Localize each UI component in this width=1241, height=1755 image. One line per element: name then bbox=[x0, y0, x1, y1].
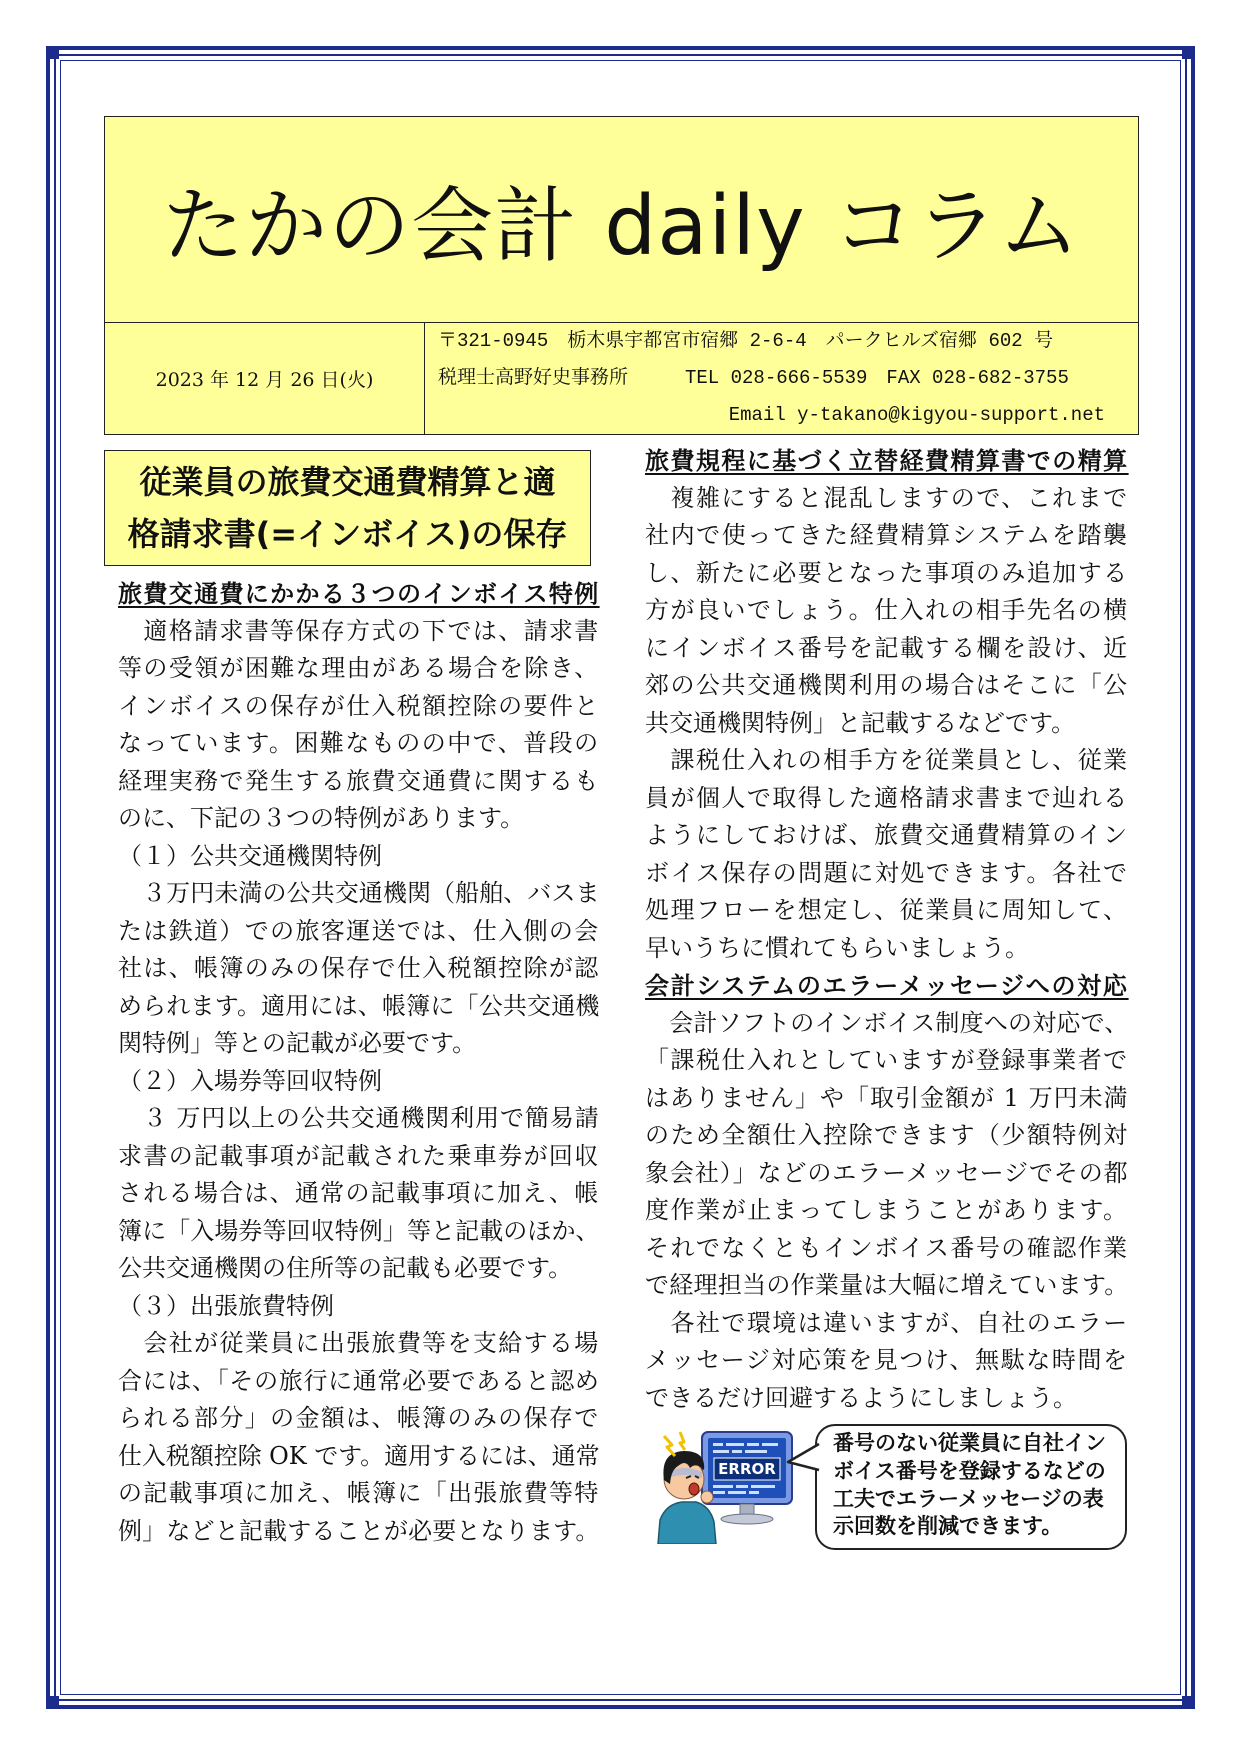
section-heading: 旅費規程に基づく立替経費精算書での精算 bbox=[645, 446, 1129, 475]
bubble-text-line: 番号のない従業員に自社イン bbox=[833, 1431, 1106, 1455]
body-line: られる部分」の金額は、帳簿のみの保存で bbox=[118, 1404, 600, 1432]
body-line: し、新たに必要となった事項のみ追加する bbox=[645, 558, 1129, 587]
body-line: はありません」や「取引金額が 1 万円未満 bbox=[645, 1083, 1129, 1112]
body-line: のに、下記の３つの特例があります。 bbox=[118, 804, 525, 832]
body-line: で経理担当の作業量は大幅に増えています。 bbox=[645, 1271, 1129, 1299]
shock-mark-icon bbox=[664, 1436, 675, 1456]
body-line: ようにしておけば、旅費交通費精算のイン bbox=[645, 821, 1129, 849]
frame-corner bbox=[1182, 1696, 1191, 1705]
frame-corner bbox=[50, 50, 59, 59]
body-line: のため全額仕入控除できます（少額特例対 bbox=[645, 1121, 1129, 1149]
body-line: 早いうちに慣れてもらいましょう。 bbox=[645, 933, 1029, 962]
bubble-text-line: 工夫でエラーメッセージの表 bbox=[833, 1486, 1104, 1511]
error-text: ERROR bbox=[718, 1460, 776, 1478]
issue-date: 2023 年 12 月 26 日(火) bbox=[105, 323, 425, 434]
body-line: ３ 万円以上の公共交通機関利用で簡易請 bbox=[118, 1104, 600, 1132]
body-line: 度作業が止まってしまうことがあります。 bbox=[645, 1196, 1129, 1224]
body-line: 課税仕入れの相手方を従業員とし、従業 bbox=[645, 746, 1129, 774]
office-address: 〒321-0945 栃木県宇都宮市宿郷 2-6-4 パークヒルズ宿郷 602 号 bbox=[438, 330, 1054, 352]
bubble-text-line: 示回数を削減できます。 bbox=[833, 1514, 1063, 1539]
subsection-heading: （２）入場券等回収特例 bbox=[118, 1066, 382, 1095]
frame-corner bbox=[50, 1696, 59, 1705]
body-line: 各社で環境は違いますが、自社のエラー bbox=[645, 1308, 1129, 1337]
body-line: 員が個人で取得した適格請求書まで辿れる bbox=[645, 783, 1129, 812]
body-line: 象会社）」などのエラーメッセージでその都 bbox=[645, 1158, 1129, 1187]
body-line: 社内で使ってきた経費精算システムを踏襲 bbox=[645, 521, 1129, 549]
subsection-heading: （３）出張旅費特例 bbox=[118, 1291, 334, 1320]
body-line: にインボイス番号を記載する欄を設け、近 bbox=[645, 633, 1129, 662]
body-line: 郊の公共交通機関利用の場合はそこに「公 bbox=[645, 671, 1129, 699]
subsection-heading: （１）公共交通機関特例 bbox=[118, 841, 382, 870]
raised-hand bbox=[701, 1491, 713, 1503]
open-mouth bbox=[689, 1483, 699, 1495]
body-line: 関特例」等との記載が必要です。 bbox=[118, 1029, 477, 1057]
body-line: される場合は、通常の記載事項に加え、帳 bbox=[118, 1179, 600, 1207]
shirt bbox=[658, 1502, 716, 1544]
body-line: 求書の記載事項が記載された乗車券が回収 bbox=[118, 1141, 600, 1170]
left-column bbox=[118, 575, 600, 1550]
body-line: ３万円未満の公共交通機関（船舶、バスま bbox=[118, 879, 600, 907]
frame-corner bbox=[1182, 50, 1191, 59]
section-heading: 旅費交通費にかかる３つのインボイス特例 bbox=[118, 579, 600, 608]
right-column bbox=[645, 442, 1129, 1417]
newsletter-title: たかの会計 daily コラム bbox=[162, 179, 1081, 274]
body-line: 仕入税額控除 OK です。適用するには、通常 bbox=[118, 1441, 600, 1470]
body-line: められます。適用には、帳簿に「公共交通機 bbox=[118, 991, 600, 1020]
headline-line: 格請求書(=インボイス)の保存 bbox=[127, 515, 568, 553]
shock-mark-icon bbox=[680, 1432, 685, 1450]
section-heading: 会計システムのエラーメッセージへの対応 bbox=[645, 971, 1129, 1000]
office-contact-block bbox=[425, 323, 1138, 434]
body-line: インボイスの保存が仕入税額控除の要件と bbox=[118, 691, 600, 720]
body-line: 「課税仕入れとしていますが登録事業者で bbox=[645, 1046, 1129, 1074]
body-line: 会社が従業員に出張旅費等を支給する場 bbox=[118, 1329, 600, 1357]
speech-bubble-tail bbox=[786, 1440, 822, 1476]
body-line: 簿に「入場券等回収特例」等と記載のほか、 bbox=[118, 1216, 600, 1245]
headline-line: 従業員の旅費交通費精算と適 bbox=[139, 463, 556, 501]
body-line: 合には、「その旅行に通常必要であると認め bbox=[118, 1366, 600, 1395]
body-line: 適格請求書等保存方式の下では、請求書 bbox=[118, 616, 600, 645]
body-line: なっています。困難なものの中で、普段の bbox=[118, 729, 600, 757]
body-line: 社は、帳簿のみの保存で仕入税額控除が認 bbox=[118, 954, 600, 982]
masthead-info-row bbox=[105, 322, 1138, 434]
body-line: 例」などと記載することが必要となります。 bbox=[118, 1516, 600, 1545]
body-line: 会計ソフトのインボイス制度への対応で、 bbox=[645, 1008, 1129, 1037]
body-line: 方が良いでしょう。仕入れの相手先名の横 bbox=[645, 596, 1129, 624]
body-line: それでなくともインボイス番号の確認作業 bbox=[645, 1233, 1129, 1262]
body-line: 公共交通機関の住所等の記載も必要です。 bbox=[118, 1254, 573, 1282]
body-line: メッセージ対応策を見つけ、無駄な時間を bbox=[645, 1346, 1129, 1374]
office-phone-fax: 税理士高野好史事務所 TEL 028-666-5539 FAX 028-682-3755 bbox=[438, 367, 1069, 389]
error-screen-person-illustration bbox=[656, 1426, 796, 1544]
office-email: Email y-takano@kigyou-support.net bbox=[728, 404, 1105, 426]
body-line: 等の受領が困難な理由がある場合を除き、 bbox=[118, 654, 600, 682]
bubble-text-line: ボイス番号を登録するなどの bbox=[833, 1458, 1106, 1483]
body-line: できるだけ回避するようにしましょう。 bbox=[645, 1383, 1077, 1412]
body-line: ボイス保存の問題に対処できます。各社で bbox=[645, 858, 1129, 887]
body-line: 処理フローを想定し、従業員に周知して、 bbox=[645, 896, 1129, 924]
body-line: 複雑にすると混乱しますので、これまで bbox=[645, 483, 1129, 512]
article-headline bbox=[104, 450, 591, 566]
speech-bubble bbox=[815, 1424, 1127, 1550]
body-line: 経理実務で発生する旅費交通費に関するも bbox=[118, 766, 600, 795]
body-line: たは鉄道）での旅客運送では、仕入側の会 bbox=[118, 916, 600, 945]
masthead bbox=[104, 116, 1139, 435]
body-line: 共交通機関特例」と記載するなどです。 bbox=[645, 708, 1076, 737]
body-line: の記載事項に加え、帳簿に「出張旅費等特 bbox=[118, 1479, 600, 1507]
monitor-base bbox=[721, 1514, 773, 1524]
